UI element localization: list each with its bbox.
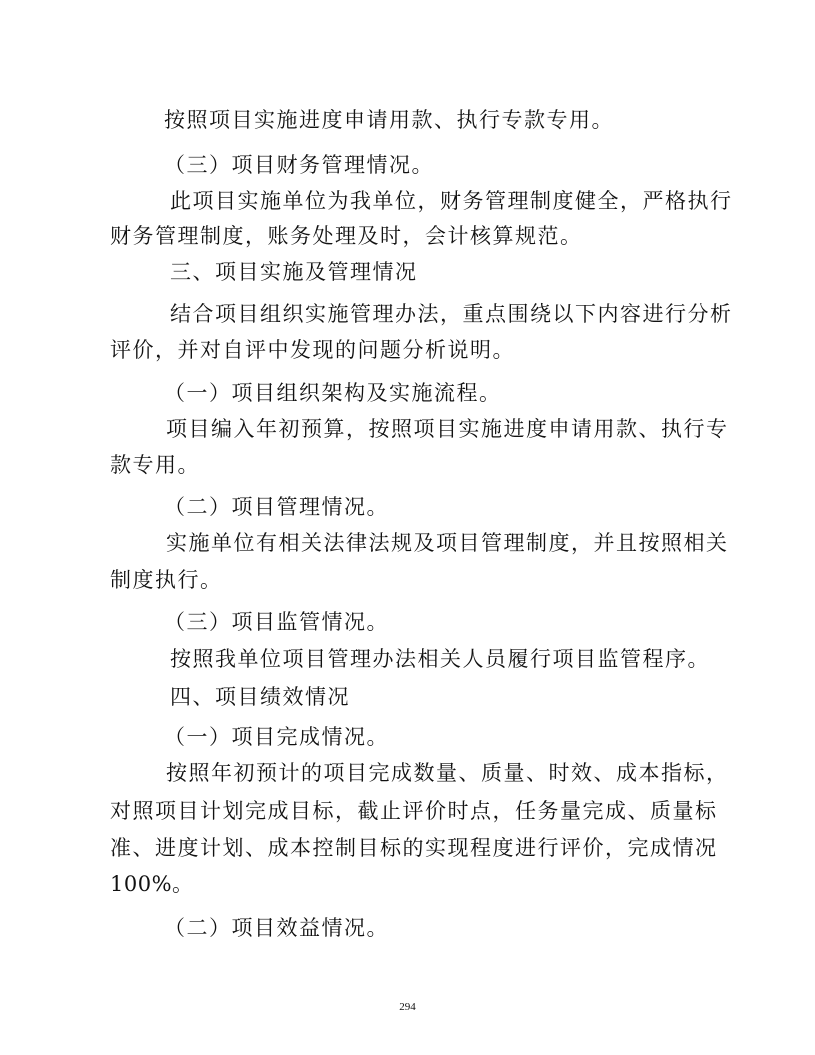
section-heading: 四、项目绩效情况 bbox=[170, 685, 350, 709]
text-line: 财务管理制度，账务处理及时，会计核算规范。 bbox=[110, 224, 583, 248]
subheading: （一）项目完成情况。 bbox=[164, 725, 389, 749]
subheading: （三）项目监管情况。 bbox=[164, 610, 389, 634]
text-line: 对照项目计划完成目标，截止评价时点，任务量完成、质量标 bbox=[110, 799, 718, 823]
section-heading: 三、项目实施及管理情况 bbox=[170, 260, 418, 284]
page-number: 294 bbox=[399, 1001, 416, 1013]
text-line: 按照年初预计的项目完成数量、质量、时效、成本指标， bbox=[166, 761, 729, 785]
text-line: 款专用。 bbox=[110, 453, 200, 477]
text-line: 实施单位有相关法律法规及项目管理制度，并且按照相关 bbox=[166, 531, 729, 555]
text-line: 结合项目组织实施管理办法，重点围绕以下内容进行分析 bbox=[170, 302, 733, 326]
text-line: 按照项目实施进度申请用款、执行专款专用。 bbox=[164, 108, 614, 132]
subheading: （三）项目财务管理情况。 bbox=[164, 153, 434, 177]
subheading: （二）项目管理情况。 bbox=[164, 495, 389, 519]
subheading: （一）项目组织架构及实施流程。 bbox=[164, 381, 502, 405]
text-line: 此项目实施单位为我单位，财务管理制度健全，严格执行 bbox=[170, 189, 733, 213]
text-line: 按照我单位项目管理办法相关人员履行项目监管程序。 bbox=[170, 647, 710, 671]
subheading: （二）项目效益情况。 bbox=[164, 916, 389, 940]
text-line: 评价，并对自评中发现的问题分析说明。 bbox=[110, 338, 515, 362]
text-line: 100%。 bbox=[110, 872, 194, 896]
text-line: 项目编入年初预算，按照项目实施进度申请用款、执行专 bbox=[166, 417, 729, 441]
text-line: 制度执行。 bbox=[110, 568, 223, 592]
text-line: 准、进度计划、成本控制目标的实现程度进行评价，完成情况 bbox=[110, 836, 718, 860]
